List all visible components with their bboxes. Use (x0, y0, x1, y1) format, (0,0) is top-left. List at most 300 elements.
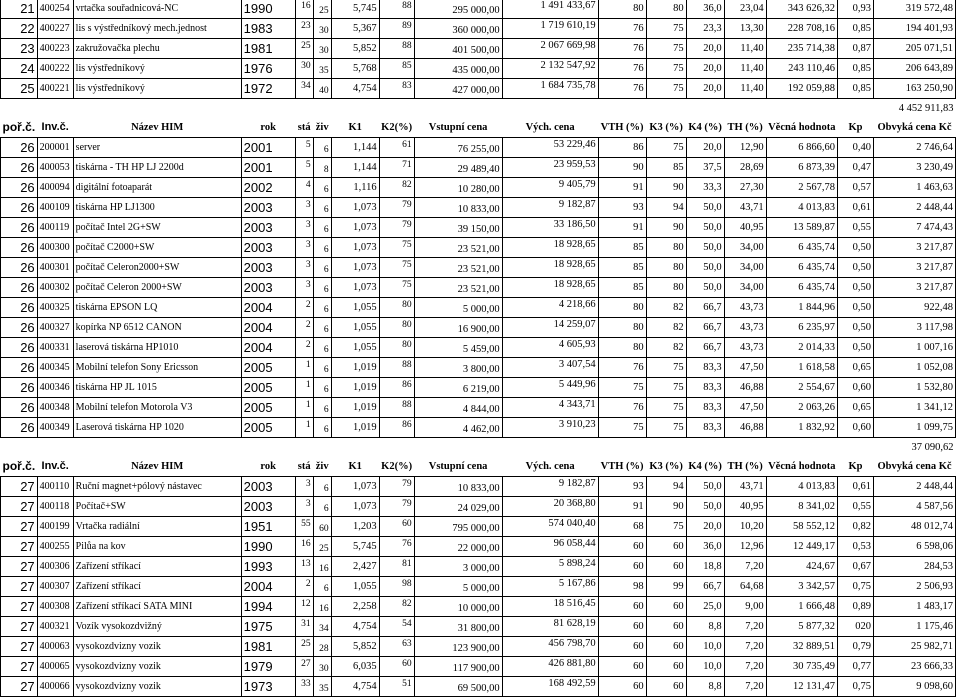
table-cell: 60 (379, 657, 414, 677)
table-cell: 89 (379, 19, 414, 39)
table-cell: 23 666,33 (873, 657, 955, 677)
empty-cell (646, 99, 686, 119)
table-cell: 3 217,87 (873, 278, 955, 298)
table-cell: 55 (295, 517, 313, 537)
table-cell: 18 928,65 (502, 238, 598, 258)
table-cell: 30 (313, 39, 331, 59)
table-cell: tiskárna EPSON LQ (73, 298, 241, 318)
table-cell: 400053 (37, 158, 73, 178)
empty-cell (686, 99, 724, 119)
table-cell: 1976 (241, 59, 295, 79)
table-row (1, 537, 956, 557)
table-cell: 295 000,00 (414, 0, 502, 19)
table-cell: 23 959,53 (502, 158, 598, 178)
table-cell: 40,95 (724, 497, 766, 517)
table-cell: Počítač+SW (73, 497, 241, 517)
table-cell: 1951 (241, 517, 295, 537)
table-cell: 60 (313, 517, 331, 537)
table-cell: 94 (646, 477, 686, 497)
table-cell: 6 (313, 418, 331, 438)
table-cell: 1 052,08 (873, 358, 955, 378)
table-cell: 243 110,46 (766, 59, 837, 79)
table-cell: 400254 (37, 0, 73, 19)
table-cell: 2005 (241, 398, 295, 418)
table-cell: 54 (379, 617, 414, 637)
empty-cell (598, 99, 646, 119)
table-cell: 1994 (241, 597, 295, 617)
table-cell: 12,96 (724, 537, 766, 557)
table-cell: Laserová tiskárna HP 1020 (73, 418, 241, 438)
table-cell: 400227 (37, 19, 73, 39)
table-cell: 27 (1, 497, 38, 517)
table-cell: 400110 (37, 477, 73, 497)
table-cell: 2002 (241, 178, 295, 198)
table-cell: 10 833,00 (414, 477, 502, 497)
table-cell: 6,035 (331, 657, 379, 677)
table-cell: 60 (598, 537, 646, 557)
table-cell: 3 (295, 218, 313, 238)
table-cell: 26 (1, 218, 38, 238)
table-cell: 60 (646, 557, 686, 577)
column-header: K4 (%) (688, 461, 722, 472)
table-cell: 1983 (241, 19, 295, 39)
table-cell: počítač Intel 2G+SW (73, 218, 241, 238)
table-cell: 1,073 (331, 198, 379, 218)
table-cell: 25 (313, 0, 331, 19)
table-cell: 8,8 (686, 677, 724, 697)
table-cell: 1 (295, 398, 313, 418)
table-cell: 1 007,16 (873, 338, 955, 358)
table-cell: 80 (379, 338, 414, 358)
table-cell: 79 (379, 198, 414, 218)
table-cell: 3 (295, 497, 313, 517)
section-total-row (1, 438, 956, 458)
table-cell: 5 449,96 (502, 378, 598, 398)
table-cell: 1981 (241, 637, 295, 657)
table-cell: 48 012,74 (873, 517, 955, 537)
table-cell: 26 (1, 178, 38, 198)
table-cell: 85 (646, 158, 686, 178)
empty-cell (766, 438, 837, 458)
table-cell: 2005 (241, 358, 295, 378)
table-cell: 23 521,00 (414, 278, 502, 298)
table-cell: 0,89 (837, 597, 873, 617)
table-cell: 81 (379, 557, 414, 577)
column-header: Inv.č. (41, 121, 69, 133)
table-cell: 2004 (241, 338, 295, 358)
table-cell: 5,367 (331, 19, 379, 39)
table-cell: 5 877,32 (766, 617, 837, 637)
table-cell: 427 000,00 (414, 79, 502, 99)
table-cell: 6 219,00 (414, 378, 502, 398)
table-cell: 228 708,16 (766, 19, 837, 39)
table-cell: 25 (1, 79, 38, 99)
table-cell: 28,69 (724, 158, 766, 178)
table-cell: 1981 (241, 39, 295, 59)
table-cell: 11,40 (724, 39, 766, 59)
empty-cell (73, 438, 241, 458)
table-cell: 400349 (37, 418, 73, 438)
column-header: živ (315, 122, 329, 133)
table-cell: 400063 (37, 637, 73, 657)
table-cell: 1990 (241, 537, 295, 557)
table-cell: 50,0 (686, 477, 724, 497)
table-cell: 4 587,56 (873, 497, 955, 517)
table-cell: 53 229,46 (502, 138, 598, 158)
table-cell: 1 463,63 (873, 178, 955, 198)
table-cell: 1975 (241, 617, 295, 637)
table-cell: vysokozdvizny vozik (73, 657, 241, 677)
table-cell: 79 (379, 477, 414, 497)
table-cell: 16 (295, 537, 313, 557)
table-cell: 3 000,00 (414, 557, 502, 577)
table-cell: 98 (598, 577, 646, 597)
table-cell: 2 746,64 (873, 138, 955, 158)
table-cell: digitální fotoaparát (73, 178, 241, 198)
table-cell: 343 626,32 (766, 0, 837, 19)
table-cell: 76 (598, 358, 646, 378)
table-cell: 90 (646, 218, 686, 238)
table-cell: vysokozdvizny vozik (73, 677, 241, 697)
table-row (1, 218, 956, 238)
table-cell: 6 435,74 (766, 258, 837, 278)
empty-cell (241, 438, 295, 458)
table-cell: 27 (1, 597, 38, 617)
table-cell: 2005 (241, 418, 295, 438)
table-cell: 60 (646, 657, 686, 677)
table-cell: 6 (313, 198, 331, 218)
table-cell: 47,50 (724, 398, 766, 418)
table-cell: tiskárna - TH HP LJ 2200d (73, 158, 241, 178)
table-cell: 6 866,60 (766, 138, 837, 158)
table-cell: 400300 (37, 238, 73, 258)
table-cell: 0,40 (837, 138, 873, 158)
table-cell: 400094 (37, 178, 73, 198)
column-header: Obvyká cena Kč (877, 461, 952, 472)
table-cell: 6 (313, 338, 331, 358)
table-cell: 1,144 (331, 138, 379, 158)
table-cell: 86 (379, 418, 414, 438)
table-cell: 1 (295, 378, 313, 398)
table-cell: 12 449,17 (766, 537, 837, 557)
table-cell: 2001 (241, 138, 295, 158)
table-cell: 35 (313, 677, 331, 697)
column-header: Vých. cena (525, 122, 575, 133)
table-cell: 6 435,74 (766, 278, 837, 298)
table-cell: 40 (313, 79, 331, 99)
table-cell: 2003 (241, 477, 295, 497)
table-row (1, 238, 956, 258)
table-row (1, 597, 956, 617)
empty-cell (766, 99, 837, 119)
table-cell: 26 (1, 418, 38, 438)
section-total-value: 37 090,62 (911, 442, 954, 453)
table-cell: 2004 (241, 298, 295, 318)
table-cell: 32 889,51 (766, 637, 837, 657)
table-cell: server (73, 138, 241, 158)
table-cell: kopírka NP 6512 CANON (73, 318, 241, 338)
table-cell: 33,3 (686, 178, 724, 198)
table-cell: 82 (646, 298, 686, 318)
table-cell: 22 000,00 (414, 537, 502, 557)
empty-cell (598, 438, 646, 458)
empty-cell (414, 99, 502, 119)
table-cell: 8 341,02 (766, 497, 837, 517)
table-cell: 8 (313, 158, 331, 178)
table-cell: 2 067 669,98 (502, 39, 598, 59)
table-cell: 26 (1, 298, 38, 318)
empty-cell (331, 99, 379, 119)
table-cell: 51 (379, 677, 414, 697)
table-cell: 26 (1, 278, 38, 298)
empty-cell (837, 438, 873, 458)
column-header: Inv.č. (41, 460, 69, 472)
table-cell: 2 132 547,92 (502, 59, 598, 79)
table-cell: 18 928,65 (502, 278, 598, 298)
table-cell: 25,0 (686, 597, 724, 617)
empty-cell (686, 438, 724, 458)
table-cell: 80 (646, 258, 686, 278)
table-cell: 2 567,78 (766, 178, 837, 198)
table-cell: 43,73 (724, 318, 766, 338)
table-cell: 11,40 (724, 59, 766, 79)
table-cell: 3 217,87 (873, 238, 955, 258)
table-cell: 13 (295, 557, 313, 577)
table-cell: 80 (646, 0, 686, 19)
table-cell: 1,073 (331, 218, 379, 238)
table-cell: 23 (1, 39, 38, 59)
table-cell: 0,61 (837, 198, 873, 218)
section-total-value: 4 452 911,83 (898, 103, 954, 114)
table-cell: 400199 (37, 517, 73, 537)
table-cell: 24 029,00 (414, 497, 502, 517)
column-header: Obvyká cena Kč (877, 122, 952, 133)
header-row (1, 457, 956, 477)
table-cell: 1,055 (331, 577, 379, 597)
table-row (1, 378, 956, 398)
table-cell: 922,48 (873, 298, 955, 318)
table-cell: 5 898,24 (502, 557, 598, 577)
table-cell: 79 (379, 218, 414, 238)
table-cell: 284,53 (873, 557, 955, 577)
empty-cell (646, 438, 686, 458)
table-cell: 5 000,00 (414, 298, 502, 318)
table-cell: 91 (598, 218, 646, 238)
table-cell: 7,20 (724, 617, 766, 637)
table-cell: 10 000,00 (414, 597, 502, 617)
table-cell: 25 (313, 537, 331, 557)
table-cell: 27 (1, 657, 38, 677)
table-cell: 29 489,40 (414, 158, 502, 178)
table-cell: 76 (598, 59, 646, 79)
table-cell: 82 (646, 338, 686, 358)
table-cell: 23,04 (724, 0, 766, 19)
table-cell: 1 844,96 (766, 298, 837, 318)
table-cell: 90 (646, 497, 686, 517)
table-cell: 90 (646, 178, 686, 198)
table-cell: 33 186,50 (502, 218, 598, 238)
table-cell: 76 (379, 537, 414, 557)
table-cell: 34 (313, 617, 331, 637)
table-cell: 2 448,44 (873, 477, 955, 497)
table-cell: 6 (313, 358, 331, 378)
table-cell: 9 098,60 (873, 677, 955, 697)
table-cell: 6 (313, 477, 331, 497)
table-cell: 0,53 (837, 537, 873, 557)
column-header: K3 (%) (649, 122, 683, 133)
empty-cell (37, 99, 73, 119)
table-cell: 31 (295, 617, 313, 637)
table-cell: 3 (295, 477, 313, 497)
table-cell: 6 873,39 (766, 158, 837, 178)
column-header: Kp (848, 461, 863, 472)
table-cell: 66,7 (686, 338, 724, 358)
table-cell: 6 598,06 (873, 537, 955, 557)
table-cell: 0,79 (837, 637, 873, 657)
table-cell: 2 (295, 318, 313, 338)
table-cell: vysokozdvizny vozik (73, 637, 241, 657)
table-cell: 80 (598, 338, 646, 358)
table-cell: 11,40 (724, 79, 766, 99)
column-header: K2(%) (381, 122, 413, 133)
table-cell: 400348 (37, 398, 73, 418)
table-cell: 400221 (37, 79, 73, 99)
table-cell: 63 (379, 637, 414, 657)
table-cell: 426 881,80 (502, 657, 598, 677)
table-cell: 3 (295, 278, 313, 298)
table-cell: 10 833,00 (414, 198, 502, 218)
table-cell: 43,73 (724, 338, 766, 358)
table-cell: 60 (646, 677, 686, 697)
table-cell: 96 058,44 (502, 537, 598, 557)
table-row (1, 19, 956, 39)
table-cell: 46,88 (724, 378, 766, 398)
table-cell: Zařízení stříkací (73, 577, 241, 597)
table-cell: 30 735,49 (766, 657, 837, 677)
table-cell: 86 (598, 138, 646, 158)
table-cell: 2,258 (331, 597, 379, 617)
table-cell: 75 (598, 378, 646, 398)
table-cell: 360 000,00 (414, 19, 502, 39)
table-cell: 400345 (37, 358, 73, 378)
table-cell: 23 (295, 19, 313, 39)
column-header: Vstupní cena (428, 461, 488, 472)
empty-cell (313, 99, 331, 119)
table-row (1, 0, 956, 19)
table-cell: 26 (1, 198, 38, 218)
table-cell: 30 (313, 19, 331, 39)
table-cell: 1 175,46 (873, 617, 955, 637)
table-cell: 400301 (37, 258, 73, 278)
table-cell: 3 342,57 (766, 577, 837, 597)
table-cell: 60 (598, 557, 646, 577)
table-cell: 3 (295, 258, 313, 278)
table-cell: 10,0 (686, 637, 724, 657)
empty-cell (379, 438, 414, 458)
table-cell: 5 (295, 138, 313, 158)
table-cell: 1 684 735,78 (502, 79, 598, 99)
table-cell: 76 (598, 19, 646, 39)
table-cell: 574 040,40 (502, 517, 598, 537)
table-cell: 60 (598, 617, 646, 637)
table-cell: zakružovačka plechu (73, 39, 241, 59)
table-cell: 4 013,83 (766, 477, 837, 497)
table-cell: 28 (313, 637, 331, 657)
table-cell: 50,0 (686, 258, 724, 278)
table-cell: 75 (379, 278, 414, 298)
table-cell: 80 (598, 298, 646, 318)
column-header: stá (297, 461, 311, 472)
table-row (1, 258, 956, 278)
table-cell: 400223 (37, 39, 73, 59)
table-cell: lis výstředníkový (73, 79, 241, 99)
table-cell: 80 (379, 318, 414, 338)
table-cell: 1 719 610,19 (502, 19, 598, 39)
empty-cell (502, 438, 598, 458)
table-cell: 88 (379, 39, 414, 59)
table-cell: 20 368,80 (502, 497, 598, 517)
empty-cell (37, 438, 73, 458)
table-cell: 81 628,19 (502, 617, 598, 637)
table-cell: 3 407,54 (502, 358, 598, 378)
table-cell: 75 (379, 258, 414, 278)
table-cell: 34,00 (724, 258, 766, 278)
empty-cell (724, 99, 766, 119)
table-cell: 80 (598, 0, 646, 19)
table-cell: 2001 (241, 158, 295, 178)
table-cell: 8,8 (686, 617, 724, 637)
table-cell: 80 (379, 298, 414, 318)
table-cell: 2 063,26 (766, 398, 837, 418)
table-cell: 20,0 (686, 39, 724, 59)
table-cell: Pilůa na kov (73, 537, 241, 557)
table-cell: 50,0 (686, 218, 724, 238)
table-cell: 2 014,33 (766, 338, 837, 358)
table-cell: 424,67 (766, 557, 837, 577)
table-cell: 0,77 (837, 657, 873, 677)
table-cell: 0,55 (837, 497, 873, 517)
table-cell: 26 (1, 318, 38, 338)
table-cell: 123 900,00 (414, 637, 502, 657)
table-cell: 75 (646, 39, 686, 59)
table-cell: 27,30 (724, 178, 766, 198)
table-cell: 400327 (37, 318, 73, 338)
table-cell: 61 (379, 138, 414, 158)
table-cell: 4 844,00 (414, 398, 502, 418)
table-cell: 0,55 (837, 218, 873, 238)
table-cell: 66,7 (686, 318, 724, 338)
table-cell: 5,852 (331, 39, 379, 59)
table-row (1, 298, 956, 318)
table-cell: 4,754 (331, 677, 379, 697)
empty-cell (837, 99, 873, 119)
table-cell: 400222 (37, 59, 73, 79)
table-cell: 21 (1, 0, 38, 19)
table-row (1, 517, 956, 537)
table-cell: 20,0 (686, 517, 724, 537)
empty-cell (295, 99, 313, 119)
table-cell: 16 (313, 597, 331, 617)
table-cell: 4 (295, 178, 313, 198)
table-cell: 2 448,44 (873, 198, 955, 218)
table-cell: 43,73 (724, 298, 766, 318)
table-cell: 0,47 (837, 158, 873, 178)
table-cell: 1 483,17 (873, 597, 955, 617)
table-cell: 2 506,93 (873, 577, 955, 597)
table-cell: lis s výstředníkový mech.jednost (73, 19, 241, 39)
table-cell: 36,0 (686, 537, 724, 557)
table-cell: 117 900,00 (414, 657, 502, 677)
